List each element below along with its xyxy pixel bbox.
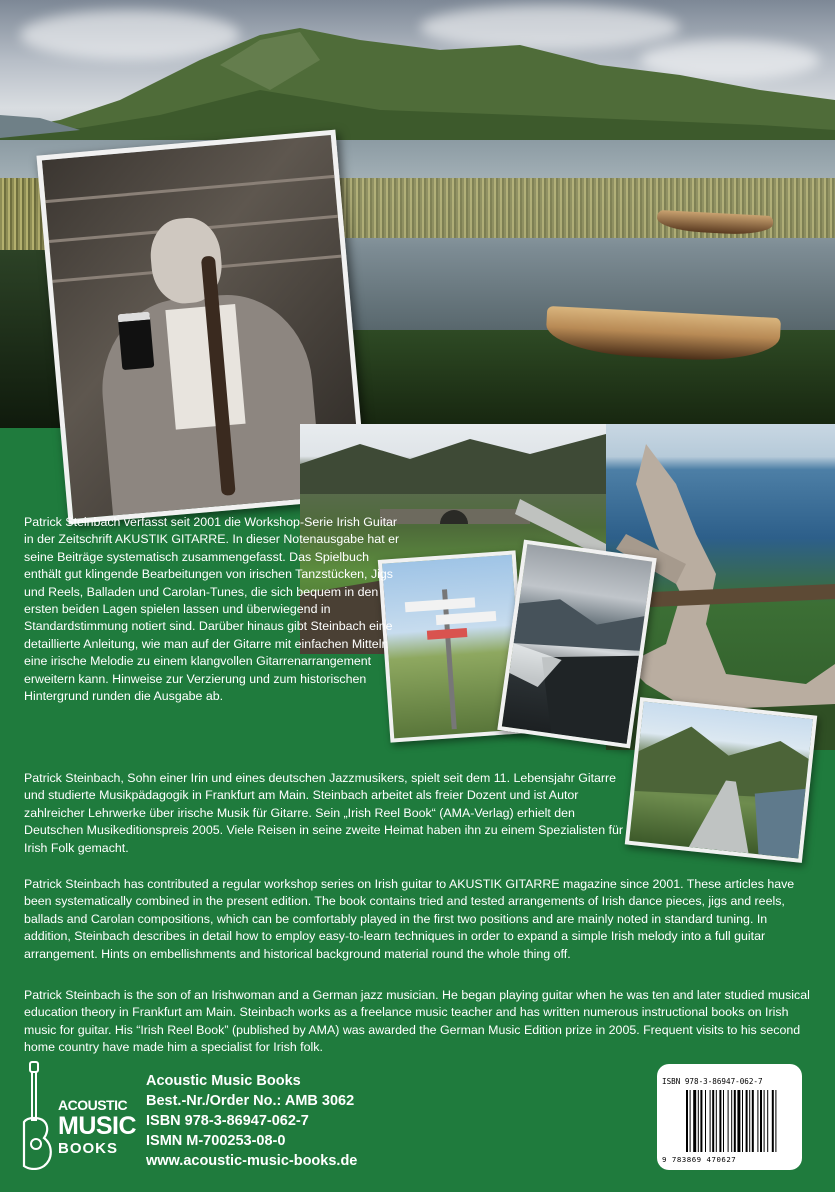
barcode-digits: 9 783869 470627 xyxy=(662,1155,737,1164)
description-german: Patrick Steinbach verfasst seit 2001 die Workshop-Serie Irish Guitar in der Zeitschrift AKUSTIK GITARRE. In dieser Notenausgabe hat er seine Beiträge systematisch zusammengefasst. Das Spielbuch enthält gut klingende Bearbeitungen von irischen Tanzstücken, Jigs und Reels, Balladen und Carolan-Tunes, die sich bequem in den ersten beiden Lagen spielen lassen und überwiegend in Standardstimmung notiert sind. Darüber hinaus gibt Steinbach eine detaillierte Anleitung, wie man auf der Gitarre mit einfachen Mitteln eine irische Melodie zu einem klangvollen Gitarrenarrangement erweitern kann. Hinweise zur Verzierung und zum historischen Hintergrund runden die Ausgabe ab. xyxy=(24,515,400,704)
publisher-url: www.acoustic-music-books.de xyxy=(146,1153,358,1169)
author-shirt xyxy=(165,304,245,430)
author-bio-english: Patrick Steinbach is the son of an Irishwoman and a German jazz musician. He began playing guitar when he was ten and later studied musical education theory in Frankfurt am Main. Steinbach works as a freelance music teacher and has written numerous instructional books on Irish music for guitar. His “Irish Reel Book” (published by AMA) was awarded the German Music Edition prize in 2005. Frequent visits to his second home country have made him a specialist for Irish folk. xyxy=(24,988,810,1055)
logo-word-acoustic: ACOUSTIC xyxy=(58,1097,128,1113)
publisher-name: Acoustic Music Books xyxy=(146,1073,301,1089)
rocky-coast-photo xyxy=(497,540,656,749)
barcode-isbn-label: ISBN 978-3-86947-062-7 xyxy=(662,1077,763,1086)
mountain xyxy=(0,20,835,150)
order-number: Best.-Nr./Order No.: AMB 3062 xyxy=(146,1093,355,1109)
barcode-icon xyxy=(686,1090,796,1152)
mountain-road-photo xyxy=(625,697,817,863)
description-english: Patrick Steinbach has contributed a regular workshop series on Irish guitar to AKUSTIK GITARRE magazine since 2001. These articles have been systematically combined in the present edition. The book contains tried and tested arrangements of Irish dance pieces, jigs and reels, ballads and Carolan compositions, which can be comfortably played in the first two positions and are mainly noted in standard tuning. In addition, Steinbach describes in detail how to employ easy-to-learn techniques in order to expand a simple Irish melody into a full guitar arrangement. Hints on embellishments and historical background material round the whole thing off. xyxy=(24,877,795,961)
guitar-icon xyxy=(22,1060,62,1170)
author-bio-german: Patrick Steinbach, Sohn einer Irin und eines deutschen Jazzmusikers, spielt seit dem 11. Lebensjahr Gitarre und studierte Musikpädagogik in Frankfurt am Main. Steinbach arbeitet als freier Dozent und ist Autor zahlreicher Lehrwerke über irische Musik für Gitarre. Sein „Irish Reel Book“ (AMA-Verlag) erhielt den Deutschen Musikeditionspreis 2005. Viele Reisen in seine zweite Heimat haben ihn zu einem Spezialisten für Irish Folk gemacht. xyxy=(24,771,623,855)
isbn-number: ISBN 978-3-86947-062-7 xyxy=(146,1113,309,1129)
publisher-logo xyxy=(22,1060,137,1170)
logo-word-music: MUSIC xyxy=(58,1112,137,1140)
pint-glass xyxy=(118,312,155,371)
logo-word-books: BOOKS xyxy=(58,1140,119,1157)
ismn-number: ISMN M-700253-08-0 xyxy=(146,1133,286,1149)
publisher-info xyxy=(146,1071,357,1171)
